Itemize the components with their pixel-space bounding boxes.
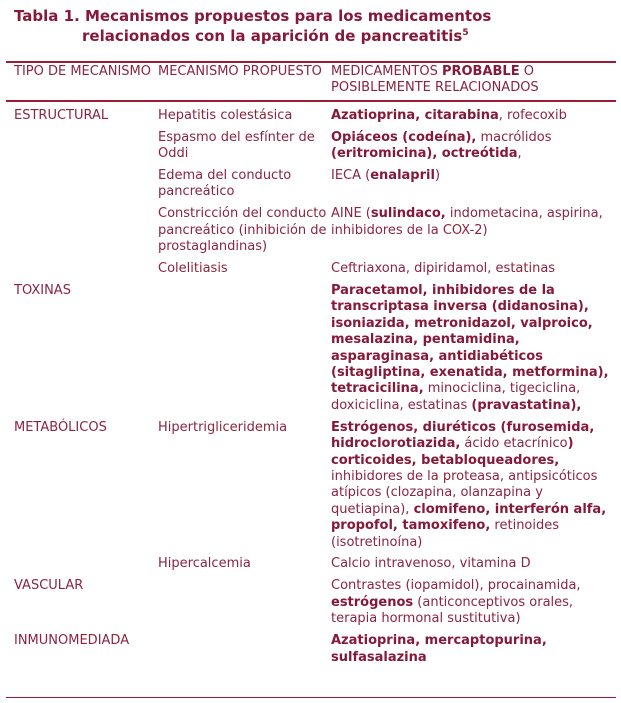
table-row	[6, 130, 616, 168]
table-row	[6, 168, 616, 206]
table-row	[6, 206, 616, 261]
drug-text-probable: clomifeno, interferón alfa, propofol, tamoxifeno,	[331, 501, 607, 534]
drug-text-probable: sulindaco,	[370, 206, 446, 222]
header-col-drugs-pre: MEDICAMENTOS	[331, 64, 442, 79]
title-line-2	[14, 26, 614, 46]
table-body	[6, 101, 616, 672]
drug-text-possible: (anticonceptivos orales, terapia hormonal sustitutiva)	[331, 594, 574, 627]
table-row	[6, 261, 616, 283]
cell-related-drugs	[331, 633, 616, 671]
title-line-1: Tabla 1. Mecanismos propuestos para los medicamentos	[14, 7, 492, 25]
cell-proposed-mechanism: Colelitiasis	[158, 261, 228, 277]
cell-mechanism-type	[6, 556, 158, 578]
table-row	[6, 283, 616, 420]
cell-proposed-mechanism: Hipercalcemia	[158, 556, 251, 572]
drug-text-possible: , rofecoxib	[498, 107, 567, 123]
table-row	[6, 420, 616, 557]
table-row	[6, 578, 616, 633]
cell-mechanism-type	[6, 130, 158, 168]
cell-related-drugs	[331, 261, 616, 283]
title-line-2-text: relacionados con la aparición de pancreatitis	[82, 27, 463, 45]
cell-proposed-mechanism: Constricción del conducto pancreático (inhibición de prostaglandinas)	[158, 206, 327, 255]
drug-text-probable: enalapril	[370, 168, 435, 184]
drug-text-probable: Azatioprina, mercaptopurina, sulfasalazina	[331, 633, 547, 665]
cell-mechanism-type: TOXINAS	[14, 282, 71, 298]
cell-proposed-mechanism	[158, 578, 331, 633]
drug-text-possible: IECA (	[331, 168, 371, 184]
cell-proposed-mechanism	[158, 633, 331, 671]
drug-text-possible: indometacina, aspirina, inhibidores de la COX-2)	[331, 206, 603, 238]
drug-text-probable: Paracetamol, inhibidores de la transcriptasa inversa (didanosina), isoniazida, metronidazol, valproico, mesalazina, pentamidina, asparaginasa, antidiabéticos (sitagliptina, exenatida, metformina), tetracicilina,	[331, 282, 609, 397]
cell-related-drugs	[331, 578, 616, 633]
cell-related-drugs	[331, 206, 616, 261]
cell-proposed-mechanism: Espasmo del esfínter de Oddi	[158, 129, 315, 162]
cell-proposed-mechanism: Edema del conducto pancreático	[158, 168, 292, 200]
header-col-type: TIPO DE MECANISMO	[14, 64, 151, 79]
drug-text-probable: Opiáceos (codeína),	[331, 129, 477, 145]
drug-text-possible: macrólidos	[476, 129, 552, 145]
drug-text-probable: Estrógenos, diuréticos (furosemida, hidroclorotiazida,	[331, 419, 595, 452]
drug-text-probable: (pravastatina),	[471, 397, 582, 413]
table-row	[6, 556, 616, 578]
table-title	[14, 6, 614, 46]
cell-proposed-mechanism	[158, 283, 331, 420]
cell-related-drugs	[331, 130, 616, 168]
cell-related-drugs	[331, 420, 616, 557]
title-reference-superscript: 5	[462, 28, 469, 38]
header-col-mechanism: MECANISMO PROPUESTO	[158, 64, 322, 79]
table-bottom-rule	[6, 697, 616, 698]
cell-mechanism-type	[6, 168, 158, 206]
cell-related-drugs	[331, 556, 616, 578]
drug-text-possible: AINE (	[331, 206, 371, 222]
header-col-drugs-post: O POSIBLEMENTE RELACIONADOS	[331, 64, 539, 96]
cell-related-drugs	[331, 283, 616, 420]
drug-text-probable: (eritromicina), octreótida	[331, 146, 518, 162]
drug-text-probable: estrógenos	[331, 594, 414, 610]
header-top-rule	[6, 61, 616, 63]
drug-text-probable: ) corticoides, betabloqueadores,	[331, 436, 574, 468]
cell-proposed-mechanism: Hipertrigliceridemia	[158, 419, 288, 435]
cell-mechanism-type: METABÓLICOS	[14, 419, 107, 435]
drug-text-possible: ,	[517, 146, 522, 162]
mechanisms-table	[6, 64, 616, 671]
cell-mechanism-type	[6, 261, 158, 283]
drug-text-possible: ácido etacrínico	[460, 436, 568, 452]
header-col-drugs	[331, 64, 616, 101]
cell-related-drugs	[331, 101, 616, 130]
cell-proposed-mechanism: Hepatitis colestásica	[158, 107, 293, 123]
drug-text-possible: Calcio intravenoso, vitamina D	[331, 556, 531, 572]
drug-text-possible: inhibidores de la proteasa, antipsicóticos atípicos (clozapina, olanzapina y quetiapina),	[331, 468, 598, 517]
drug-text-possible: Contrastes (iopamidol), procainamida,	[331, 578, 581, 594]
cell-mechanism-type	[6, 206, 158, 261]
drug-text-probable: Azatioprina, citarabina	[331, 107, 499, 123]
drug-text-possible: retinoides (isotretinoína)	[331, 518, 560, 550]
cell-mechanism-type: VASCULAR	[14, 578, 84, 594]
header-col-drugs-bold: PROBABLE	[441, 64, 520, 79]
table-row	[6, 633, 616, 671]
drug-text-possible: Ceftriaxona, dipiridamol, estatinas	[331, 261, 556, 277]
table-header-row	[6, 64, 616, 101]
cell-mechanism-type: ESTRUCTURAL	[14, 107, 109, 123]
cell-mechanism-type: INMUNOMEDIADA	[14, 633, 130, 649]
table-row	[6, 101, 616, 130]
drug-text-possible: minociclina, tigeciclina, doxiciclina, estatinas	[331, 381, 581, 413]
cell-related-drugs	[331, 168, 616, 206]
drug-text-possible: )	[434, 168, 441, 184]
